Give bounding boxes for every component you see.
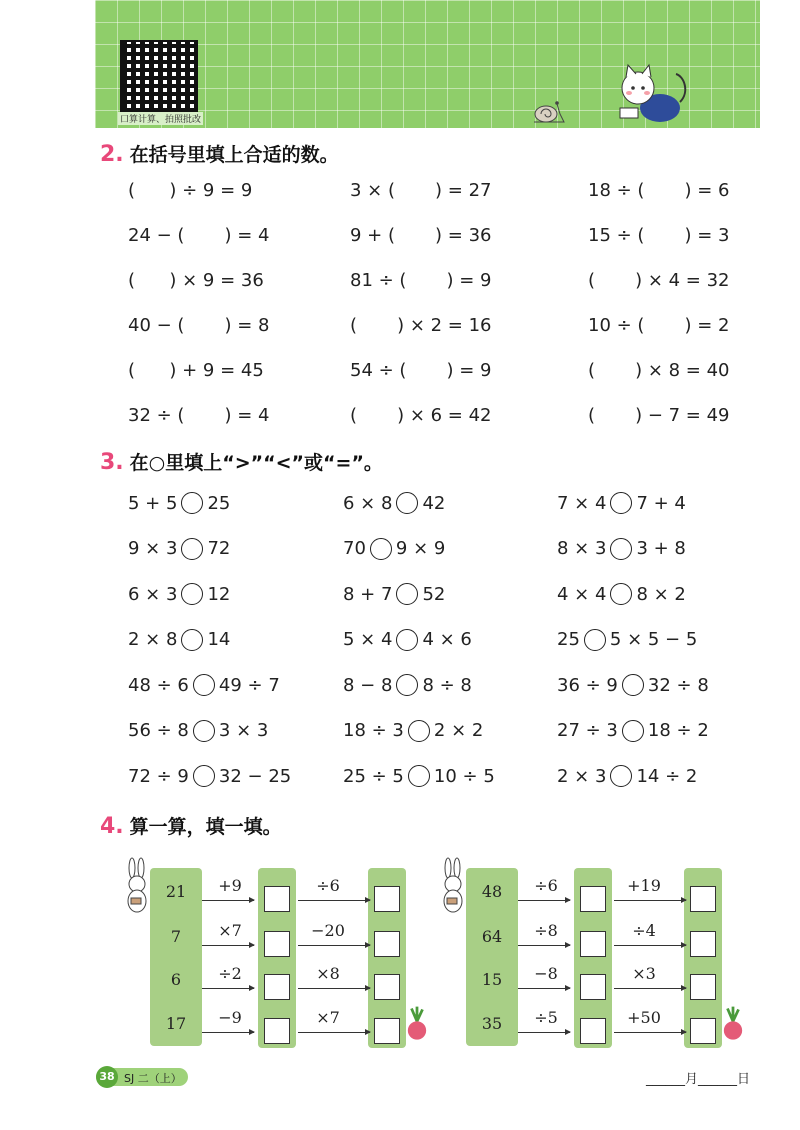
rabbit-illustration (122, 856, 152, 916)
compare-circle[interactable] (610, 538, 632, 560)
qr-code[interactable] (120, 40, 198, 114)
compare-circle[interactable] (181, 538, 203, 560)
compare-left: 70 (343, 538, 366, 559)
compare-item (343, 538, 445, 560)
compare-circle[interactable] (193, 765, 215, 787)
section-4-title (100, 812, 282, 839)
compare-item (343, 629, 472, 651)
arrow-1 (202, 945, 254, 946)
start-number: 7 (170, 927, 182, 946)
compare-left: 6 × 3 (128, 583, 178, 605)
operation-1: ÷6 (534, 876, 558, 895)
fill-blank-equation[interactable]: 54 ÷ ( ) = 9 (350, 360, 492, 381)
compare-circle[interactable] (181, 583, 203, 605)
arrow-1 (518, 988, 570, 989)
fill-blank-equation[interactable]: ( ) × 8 = 40 (588, 360, 730, 381)
compare-right: 32 − 25 (218, 765, 292, 787)
operation-1: ÷2 (218, 964, 242, 983)
start-number: 64 (481, 927, 503, 946)
section-3-heading: 在○里填上“>”“<”或“=”。 (129, 452, 383, 474)
compare-circle[interactable] (610, 583, 632, 605)
answer-box[interactable] (580, 886, 606, 912)
compare-left: 18 ÷ 3 (343, 720, 404, 741)
compare-left: 5 + 5 (128, 492, 178, 514)
fill-blank-equation[interactable]: 9 + ( ) = 36 (350, 225, 492, 246)
operation-2: +19 (627, 876, 661, 895)
compare-right: 10 ÷ 5 (433, 765, 495, 787)
compare-item (343, 720, 483, 742)
compare-circle[interactable] (622, 720, 644, 742)
answer-box[interactable] (580, 974, 606, 1000)
compare-right: 49 ÷ 7 (218, 674, 280, 696)
compare-circle[interactable] (622, 674, 644, 696)
answer-box[interactable] (374, 974, 400, 1000)
fill-blank-equation[interactable]: ( ) − 7 = 49 (588, 405, 730, 426)
start-number: 17 (165, 1014, 187, 1033)
arrow-1 (518, 900, 570, 901)
arrow-1 (518, 1032, 570, 1033)
section-3-title (100, 448, 383, 475)
compare-circle[interactable] (408, 720, 430, 742)
compare-right: 14 (207, 629, 231, 650)
start-number: 21 (165, 882, 187, 901)
compare-right: 12 (207, 583, 231, 605)
compare-item (557, 492, 686, 514)
radish-illustration (406, 1006, 428, 1044)
fill-blank-equation[interactable]: ( ) × 6 = 42 (350, 405, 492, 426)
arrow-2 (614, 900, 686, 901)
fill-blank-equation[interactable]: 81 ÷ ( ) = 9 (350, 270, 492, 291)
fill-blank-equation[interactable]: 10 ÷ ( ) = 2 (588, 315, 730, 336)
arrow-2 (614, 1032, 686, 1033)
fill-blank-equation[interactable]: ( ) × 9 = 36 (128, 270, 264, 291)
compare-circle[interactable] (584, 629, 606, 651)
compare-circle[interactable] (193, 720, 215, 742)
arrow-2 (298, 1032, 370, 1033)
section-2-heading: 在括号里填上合适的数。 (129, 144, 339, 166)
compare-right: 14 ÷ 2 (636, 765, 698, 787)
answer-box[interactable] (374, 1018, 400, 1044)
compare-circle[interactable] (193, 674, 215, 696)
start-number: 35 (481, 1014, 503, 1033)
compare-circle[interactable] (181, 492, 203, 514)
date-line: ______月______日 (646, 1072, 751, 1087)
compare-right: 2 × 2 (433, 720, 484, 741)
compare-circle[interactable] (408, 765, 430, 787)
answer-box[interactable] (580, 931, 606, 957)
compare-right: 9 × 9 (395, 538, 446, 559)
compare-left: 25 ÷ 5 (343, 765, 404, 787)
operation-2: ÷6 (316, 876, 340, 895)
arrow-2 (298, 900, 370, 901)
qr-caption: 口算计算、拍照批改 (118, 112, 203, 125)
answer-box[interactable] (264, 1018, 290, 1044)
compare-item (128, 629, 230, 651)
operation-2: +50 (627, 1008, 661, 1027)
answer-box[interactable] (580, 1018, 606, 1044)
compare-circle[interactable] (610, 765, 632, 787)
compare-right: 7 + 4 (636, 492, 686, 514)
answer-box[interactable] (264, 931, 290, 957)
answer-box[interactable] (690, 931, 716, 957)
page-number: 38 (96, 1066, 118, 1088)
compare-right: 18 ÷ 2 (647, 720, 709, 741)
cat-illustration (612, 62, 692, 124)
compare-left: 2 × 3 (557, 765, 607, 787)
compare-left: 8 + 7 (343, 583, 393, 605)
snail-illustration (530, 98, 570, 124)
compare-item (128, 583, 230, 605)
answer-box[interactable] (690, 1018, 716, 1044)
compare-circle[interactable] (610, 492, 632, 514)
answer-box[interactable] (374, 886, 400, 912)
operation-1: −8 (534, 964, 558, 983)
operation-2: ×7 (316, 1008, 340, 1027)
compare-left: 2 × 8 (128, 629, 178, 650)
compare-right: 42 (422, 492, 446, 514)
compare-item (128, 765, 291, 787)
compare-circle[interactable] (370, 538, 392, 560)
compare-left: 4 × 4 (557, 583, 607, 605)
arrow-2 (298, 945, 370, 946)
compare-item (557, 583, 686, 605)
rabbit-illustration (438, 856, 468, 916)
compare-circle[interactable] (181, 629, 203, 651)
compare-item (128, 538, 230, 560)
section-2-number: 2. (100, 142, 124, 167)
compare-item (128, 720, 268, 742)
fill-blank-equation[interactable]: 3 × ( ) = 27 (350, 180, 492, 201)
compare-left: 27 ÷ 3 (557, 720, 618, 741)
compare-item (557, 538, 686, 560)
arrow-2 (614, 988, 686, 989)
compare-left: 8 × 3 (557, 538, 607, 559)
operation-2: ×8 (316, 964, 340, 983)
compare-left: 9 × 3 (128, 538, 178, 559)
fill-blank-equation[interactable]: ( ) × 2 = 16 (350, 315, 492, 336)
compare-circle[interactable] (396, 674, 418, 696)
compare-right: 4 × 6 (422, 629, 472, 650)
compare-left: 8 − 8 (343, 674, 393, 696)
operation-1: ÷8 (534, 921, 558, 940)
answer-box[interactable] (690, 974, 716, 1000)
compare-circle[interactable] (396, 583, 418, 605)
compare-item (557, 720, 709, 742)
compare-item (557, 629, 697, 651)
arrow-1 (202, 900, 254, 901)
compare-left: 6 × 8 (343, 492, 393, 514)
answer-box[interactable] (264, 886, 290, 912)
compare-left: 56 ÷ 8 (128, 720, 189, 741)
operation-2: ×3 (632, 964, 656, 983)
compare-item (343, 492, 445, 514)
operation-1: +9 (218, 876, 242, 895)
arrow-1 (202, 1032, 254, 1033)
edition-label: SJ 二（上） (124, 1072, 182, 1085)
section-3-number: 3. (100, 450, 124, 475)
section-4-number: 4. (100, 814, 124, 839)
answer-box[interactable] (264, 974, 290, 1000)
start-number: 48 (481, 882, 503, 901)
compare-right: 52 (422, 583, 446, 605)
operation-1: ×7 (218, 921, 242, 940)
compare-item (343, 583, 445, 605)
operation-2: −20 (311, 921, 345, 940)
compare-circle[interactable] (396, 629, 418, 651)
compare-item (343, 765, 495, 787)
fill-blank-equation[interactable]: ( ) × 4 = 32 (588, 270, 730, 291)
compare-right: 8 ÷ 8 (422, 674, 472, 696)
answer-box[interactable] (374, 931, 400, 957)
compare-right: 72 (207, 538, 231, 559)
compare-right: 8 × 2 (636, 583, 686, 605)
section-4-heading: 算一算，填一填。 (129, 816, 282, 838)
compare-item (128, 674, 280, 696)
compare-right: 5 × 5 − 5 (609, 629, 698, 650)
fill-blank-equation[interactable]: ( ) + 9 = 45 (128, 360, 264, 381)
operation-1: −9 (218, 1008, 242, 1027)
radish-illustration (722, 1006, 744, 1044)
compare-circle[interactable] (396, 492, 418, 514)
fill-blank-equation[interactable]: 32 ÷ ( ) = 4 (128, 405, 270, 426)
operation-2: ÷4 (632, 921, 656, 940)
compare-item (343, 674, 472, 696)
compare-item (557, 674, 709, 696)
operation-1: ÷5 (534, 1008, 558, 1027)
fill-blank-equation[interactable]: 40 − ( ) = 8 (128, 315, 270, 336)
arrow-2 (298, 988, 370, 989)
compare-left: 5 × 4 (343, 629, 393, 650)
fill-blank-equation[interactable]: ( ) ÷ 9 = 9 (128, 180, 253, 201)
arrow-1 (518, 945, 570, 946)
compare-left: 25 (557, 629, 580, 650)
start-number: 6 (170, 970, 182, 989)
compare-right: 3 + 8 (636, 538, 686, 559)
arrow-1 (202, 988, 254, 989)
compare-left: 48 ÷ 6 (128, 674, 189, 696)
fill-blank-equation[interactable]: 18 ÷ ( ) = 6 (588, 180, 730, 201)
compare-right: 25 (207, 492, 231, 514)
start-number: 15 (481, 970, 503, 989)
fill-blank-equation[interactable]: 24 − ( ) = 4 (128, 225, 270, 246)
compare-left: 36 ÷ 9 (557, 674, 618, 696)
compare-item (128, 492, 230, 514)
section-2-title (100, 140, 339, 167)
compare-right: 32 ÷ 8 (647, 674, 709, 696)
compare-left: 72 ÷ 9 (128, 765, 189, 787)
compare-item (557, 765, 697, 787)
fill-blank-equation[interactable]: 15 ÷ ( ) = 3 (588, 225, 730, 246)
compare-left: 7 × 4 (557, 492, 607, 514)
compare-right: 3 × 3 (218, 720, 269, 741)
answer-box[interactable] (690, 886, 716, 912)
arrow-2 (614, 945, 686, 946)
